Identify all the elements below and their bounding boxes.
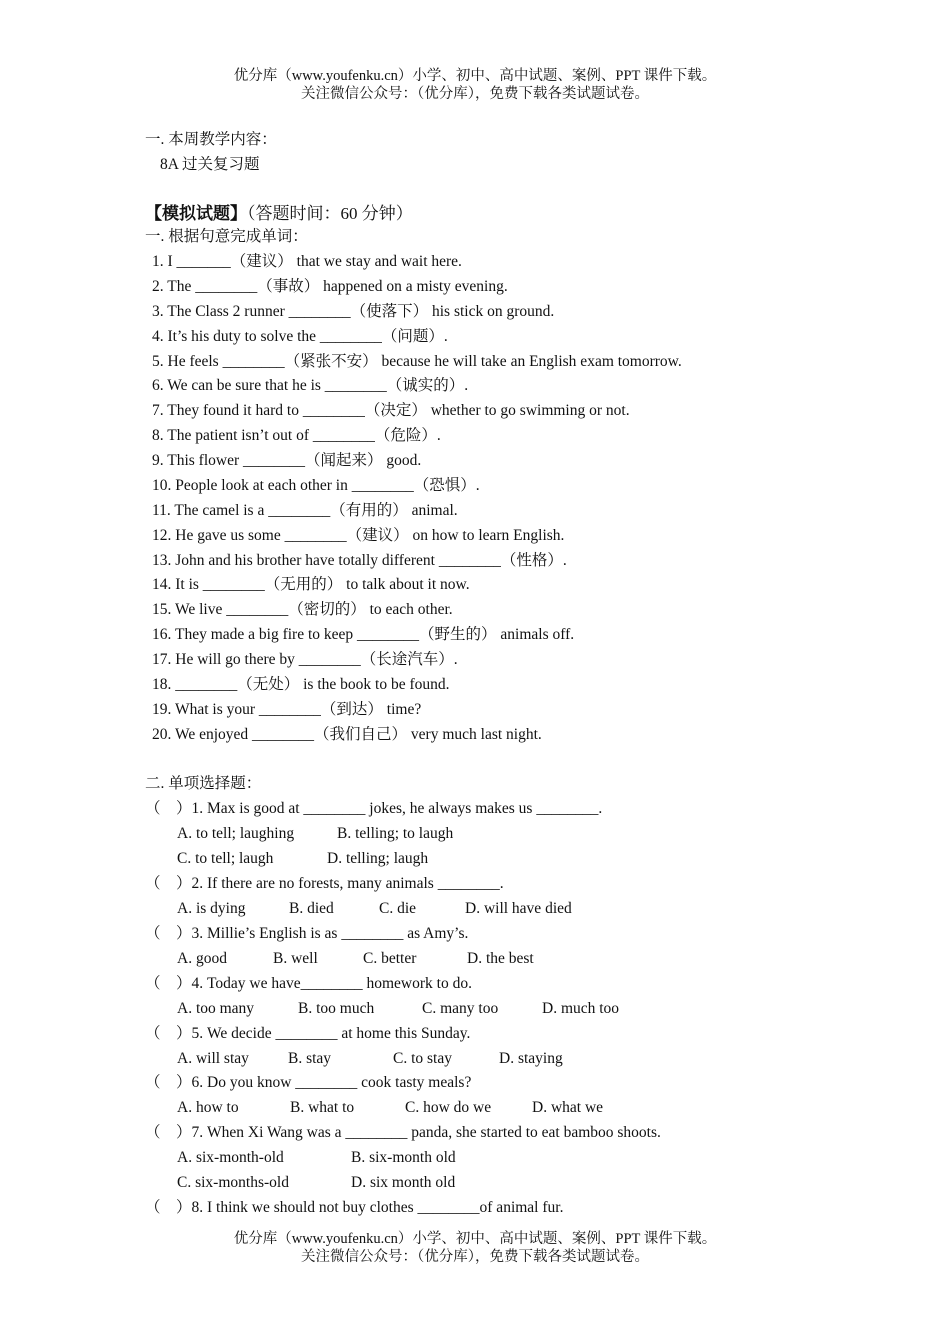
question-item: 16. They made a big fire to keep ________（野生的） animals off. <box>152 626 575 643</box>
mock-title: 【模拟试题】 <box>145 204 247 223</box>
option: B. well <box>273 950 318 967</box>
choice-question: （ ）6. Do you know ________ cook tasty meals? <box>145 1074 472 1091</box>
question-item: 12. He gave us some ________（建议） on how to learn English. <box>152 527 565 544</box>
options-row <box>177 1148 456 1168</box>
question-item: 6. We can be sure that he is ________（诚实的）. <box>152 377 469 394</box>
question-item: 14. It is ________（无用的） to talk about it now. <box>152 576 470 593</box>
mock-time: （答题时间：60 分钟） <box>247 204 413 223</box>
options-row <box>177 1173 455 1193</box>
option: D. the best <box>467 950 534 967</box>
footer-line-2: 关注微信公众号：（优分库），免费下载各类试题试卷。 <box>301 1249 649 1265</box>
question-item: 10. People look at each other in ________（恐惧）. <box>152 477 480 494</box>
option: C. many too <box>422 1000 499 1017</box>
option: D. staying <box>499 1050 563 1067</box>
question-item: 8. The patient isn’t out of ________（危险）. <box>152 427 441 444</box>
option: D. what we <box>532 1099 604 1116</box>
choice-question: （ ）5. We decide ________ at home this Sunday. <box>145 1025 471 1042</box>
choice-question: （ ）8. I think we should not buy clothes ________of animal fur. <box>145 1199 564 1216</box>
option: A. six-month-old <box>177 1149 284 1166</box>
question-item: 20. We enjoyed ________（我们自己） very much last night. <box>152 726 542 743</box>
question-item: 1. I _______（建议） that we stay and wait here. <box>152 253 462 270</box>
choice-question: （ ）7. When Xi Wang was a ________ panda, she started to eat bamboo shoots. <box>145 1124 661 1141</box>
option: B. what to <box>290 1099 355 1116</box>
question-item: 7. They found it hard to ________（决定） whether to go swimming or not. <box>152 402 630 419</box>
question-item: 19. What is your ________（到达） time? <box>152 701 422 718</box>
options-row <box>177 999 619 1019</box>
header-line-1: 优分库（www.youfenku.cn）小学、初中、高中试题、案例、PPT 课件下载。 <box>233 68 717 84</box>
options-row <box>177 899 572 919</box>
choice-question: （ ）1. Max is good at ________ jokes, he always makes us ________. <box>145 800 603 817</box>
question-item: 4. It’s his duty to solve the ________（问题）. <box>152 328 448 345</box>
option: D. six month old <box>351 1174 456 1191</box>
choice-question: （ ）2. If there are no forests, many animals ________. <box>145 875 504 892</box>
question-item: 5. He feels ________（紧张不安） because he will take an English exam tomorrow. <box>152 353 682 370</box>
page-header <box>0 67 950 103</box>
options-row <box>177 1049 563 1069</box>
option: B. telling; to laugh <box>337 825 454 842</box>
choice-question: （ ）3. Millie’s English is as ________ as Amy’s. <box>145 925 469 942</box>
option: A. to tell; laughing <box>177 825 295 842</box>
question-item: 15. We live ________（密切的） to each other. <box>152 601 453 618</box>
question-item: 3. The Class 2 runner ________（使落下） his stick on ground. <box>152 303 555 320</box>
option: B. too much <box>298 1000 375 1017</box>
question-item: 17. He will go there by ________（长途汽车）. <box>152 651 458 668</box>
content-heading: 一. 本周教学内容： <box>145 131 277 148</box>
page-footer <box>0 1230 950 1266</box>
question-item: 2. The ________（事故） happened on a misty evening. <box>152 278 508 295</box>
choice-question: （ ）4. Today we have________ homework to do. <box>145 975 472 992</box>
option: D. telling; laugh <box>327 850 429 867</box>
option: C. die <box>379 900 417 917</box>
content-topic: 8A 过关复习题 <box>160 156 260 173</box>
option: A. too many <box>177 1000 255 1017</box>
option: A. will stay <box>177 1050 249 1067</box>
part1-heading: 一. 根据句意完成单词： <box>145 228 308 245</box>
options-row <box>177 1098 603 1118</box>
question-item: 11. The camel is a ________（有用的） animal. <box>152 502 458 519</box>
option: D. will have died <box>465 900 572 917</box>
option: C. how do we <box>405 1099 492 1116</box>
footer-line-1: 优分库（www.youfenku.cn）小学、初中、高中试题、案例、PPT 课件下载。 <box>233 1231 717 1247</box>
header-line-2: 关注微信公众号：（优分库），免费下载各类试题试卷。 <box>301 86 649 102</box>
option: B. six-month old <box>351 1149 456 1166</box>
option: A. is dying <box>177 900 246 917</box>
option: C. six-months-old <box>177 1174 289 1191</box>
options-row <box>177 824 453 844</box>
options-row <box>177 849 428 869</box>
option: C. to stay <box>393 1050 452 1067</box>
part2-heading: 二. 单项选择题： <box>145 775 262 792</box>
option: A. good <box>177 950 227 967</box>
option: C. to tell; laugh <box>177 850 274 867</box>
option: C. better <box>363 950 417 967</box>
question-item: 13. John and his brother have totally different ________（性格）. <box>152 552 567 569</box>
option: A. how to <box>177 1099 239 1116</box>
option: B. stay <box>288 1050 332 1067</box>
question-item: 9. This flower ________（闻起来） good. <box>152 452 422 469</box>
question-item: 18. ________（无处） is the book to be found. <box>152 676 450 693</box>
options-row <box>177 949 534 969</box>
option: B. died <box>289 900 334 917</box>
option: D. much too <box>542 1000 620 1017</box>
mock-title-line <box>145 204 413 224</box>
